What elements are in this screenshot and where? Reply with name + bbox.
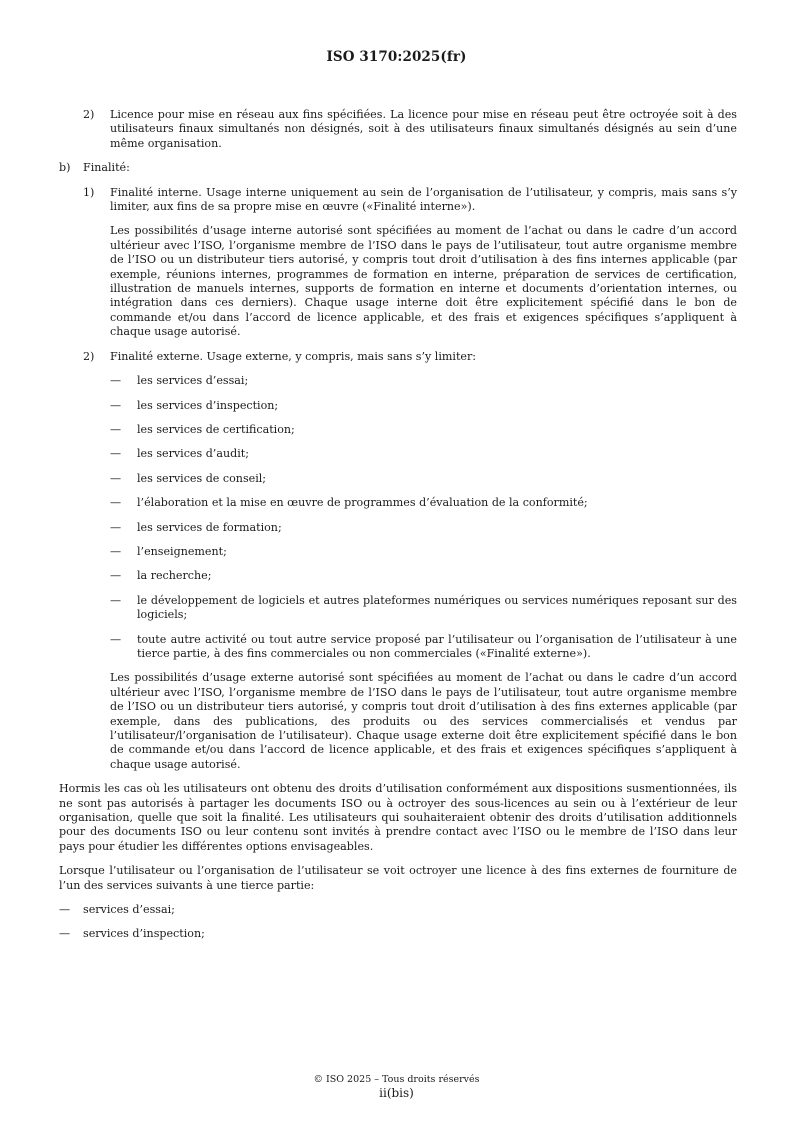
dash-mark: — [110,398,122,412]
item-text: Finalité externe. Usage externe, y compris, mais sans s’y limiter: [110,349,477,363]
dash-mark: — [110,447,122,461]
list-item-purpose [59,161,737,175]
dash-mark: — [110,569,122,583]
item-number: b) [59,161,71,175]
list-item-network-licence [59,108,737,151]
dash-mark: — [110,471,122,485]
dash-mark: — [110,632,122,646]
list-item [59,903,737,917]
list-item [59,472,737,486]
document-body [59,108,737,952]
dash-mark: — [110,374,122,388]
list-item-text: les services d’inspection; [137,398,279,412]
list-item [59,927,737,941]
dash-mark: — [110,593,122,607]
item-text: Licence pour mise en réseau aux fins spécifiées. La licence pour mise en réseau peut être octroyée soit à des utilisateurs finaux simultanés non désignés, soit à des utilisateurs finaux simultanés désignés au sein d’une même organisation. [110,108,737,150]
list-item [59,423,737,437]
list-item [59,374,737,388]
dash-mark: — [59,903,71,917]
list-item-text: toute autre activité ou tout autre service proposé par l’utilisateur ou l’organisation de l’utilisateur à une tierce partie, à des fins commerciales ou non commerciales («Finalité externe»). [137,632,737,660]
page-header-title: ISO 3170:2025(fr) [326,49,467,65]
list-item [59,633,737,662]
list-item-text: les services de certification; [137,422,295,436]
list-item [59,569,737,583]
list-item-text: la recherche; [137,569,212,583]
closing-paragraph-services: Lorsque l’utilisateur ou l’organisation de l’utilisateur se voit octroyer une licence à des fins externes de fourniture de l’un des services suivants à une tierce partie: [59,864,737,892]
external-purpose-detail: Les possibilités d’usage externe autorisé sont spécifiées au moment de l’achat ou dans le cadre d’un accord ultérieur avec l’ISO, l’organisme membre de l’ISO dans le pays de l’utilisateur, tout autre organisme membre de l’ISO ou un distributeur tiers autorisé, y compris tout droit d’utilisation à des fins externes applicable (par exemple, dans des publications, des produits ou des services commercialisés et vendus par l’utilisateur/l’organisation de l’utilisateur). Chaque usage externe doit être explicitement spécifié dans le bon de commande et/ou dans l’accord de licence applicable, et des frais et exigences spécifiques s’appliquent à chaque usage autorisé. [110,671,737,771]
dash-mark: — [110,496,122,510]
list-item-text: les services de formation; [137,520,282,534]
item-text: Finalité interne. Usage interne uniquement au sein de l’organisation de l’utilisateur, y compris, mais sans s’y limiter, aux fins de sa propre mise en œuvre («Finalité interne»). [110,185,737,214]
item-number: 1) [83,185,95,199]
list-item [59,521,737,535]
closing-paragraph-rights: Hormis les cas où les utilisateurs ont obtenu des droits d’utilisation conformément aux dispositions susmentionnées, ils ne sont pas autorisés à partager les documents ISO ou à octroyer des sous-licences au sein ou à l’extérieur de leur organisation, quelle que soit la finalité. Les utilisateurs qui souhaiteraient obtenir des droits d’utilisation additionnels pour des documents ISO ou leur contenu sont invités à prendre contact avec l’ISO ou le membre de l’ISO dans leur pays pour étudier les différentes options envisageables. [59,782,737,853]
list-item-text: les services d’essai; [137,374,249,388]
copyright-notice: © ISO 2025 – Tous droits réservés [313,1074,480,1085]
list-item-text: l’enseignement; [137,544,227,558]
page-footer [0,1073,793,1101]
list-item-text: les services d’audit; [137,447,249,461]
dash-mark: — [110,520,122,534]
list-item [59,399,737,413]
list-item [59,447,737,461]
list-item [59,545,737,559]
list-item-text: l’élaboration et la mise en œuvre de programmes d’évaluation de la conformité; [137,496,588,510]
item-number: 2) [83,349,95,363]
page-number: ii(bis) [379,1086,414,1100]
list-item-text: le développement de logiciels et autres plateformes numériques ou services numériques reposant sur des logiciels; [137,593,737,622]
item-number: 2) [83,108,95,121]
list-item [59,594,737,623]
item-label: Finalité: [83,161,130,175]
internal-purpose-detail: Les possibilités d’usage interne autorisé sont spécifiées au moment de l’achat ou dans le cadre d’un accord ultérieur avec l’ISO, l’organisme membre de l’ISO dans le pays de l’utilisateur, tout autre organisme membre de l’ISO ou un distributeur tiers autorisé, y compris tout droit d’utilisation à des fins internes applicable (par exemple, réunions internes, programmes de formation en interne, préparation de services de certification, illustration de manuels internes, supports de formation en interne et documents d’orientation internes, ou intégration dans ces derniers). Chaque usage interne doit être explicitement spécifié dans le bon de commande et/ou dans l’accord de licence applicable, et des frais et exigences spécifiques s’appliquent à chaque usage autorisé. [110,224,737,339]
list-item-external-purpose [59,350,737,364]
dash-mark: — [110,422,122,436]
list-item [59,496,737,510]
list-item-text: services d’essai; [83,903,175,917]
list-item-text: services d’inspection; [83,927,205,941]
dash-mark: — [110,544,122,558]
list-item-text: les services de conseil; [137,471,267,485]
dash-mark: — [59,927,71,941]
list-item-internal-purpose [59,186,737,215]
